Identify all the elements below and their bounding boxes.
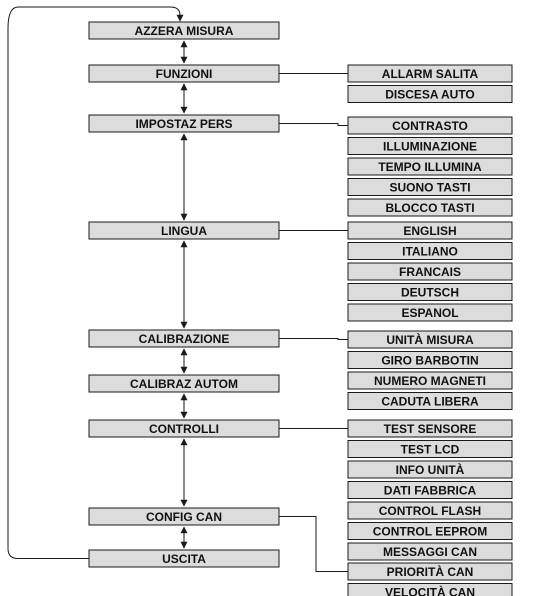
- submenu-item-velocita-can-label: VELOCITÀ CAN: [385, 585, 475, 596]
- menu-item-uscita: [89, 550, 279, 567]
- menu-item-funzioni-label: FUNZIONI: [155, 67, 213, 81]
- submenu-item-contrasto-label: CONTRASTO: [392, 119, 468, 133]
- submenu-item-english-label: ENGLISH: [403, 224, 457, 238]
- submenu-item-dati-fabbrica: [348, 482, 512, 499]
- submenu-item-info-unita: [348, 461, 512, 478]
- menu-item-controlli-label: CONTROLLI: [149, 422, 219, 436]
- menu-item-impostaz-pers-label: IMPOSTAZ PERS: [135, 117, 233, 131]
- menu-item-uscita-label: USCITA: [162, 552, 206, 566]
- submenu-item-unita-misura: [348, 331, 512, 348]
- menu-item-azzera-misura-label: AZZERA MISURA: [134, 24, 234, 38]
- submenu-item-test-sensore: [348, 420, 512, 437]
- submenu-item-italiano-label: ITALIANO: [402, 244, 458, 259]
- submenu-item-discesa-auto: [348, 86, 512, 103]
- menu-item-azzera-misura: [89, 22, 279, 39]
- submenu-item-unita-misura-label: UNITÀ MISURA: [386, 333, 474, 347]
- menu-item-impostaz-pers: [89, 115, 279, 132]
- submenu-item-priorita-can-label: PRIORITÀ CAN: [386, 565, 474, 579]
- submenu-item-deutsch-label: DEUTSCH: [400, 285, 460, 300]
- connector-config-can: [279, 517, 348, 572]
- submenu-item-giro-barbotin: [348, 352, 512, 369]
- submenu-item-francais-label: FRANCAIS: [399, 265, 461, 279]
- submenu-item-control-flash-label: CONTROL FLASH: [378, 504, 482, 518]
- menu-item-calibrazione-label: CALIBRAZIONE: [138, 332, 230, 346]
- submenu-item-english: [348, 222, 512, 239]
- submenu-item-suono-tasti-label: SUONO TASTI: [389, 180, 471, 195]
- submenu-item-messaggi-can-label: MESSAGGI CAN: [382, 545, 478, 559]
- submenu-item-info-unita-label: INFO UNITÀ: [395, 463, 465, 477]
- submenu-item-test-lcd: [348, 441, 512, 458]
- submenu-item-francais: [348, 263, 512, 280]
- submenu-item-numero-magneti: [348, 372, 512, 389]
- loop-back-line: [8, 7, 180, 559]
- menu-item-config-can: [89, 508, 279, 525]
- submenu-item-test-sensore-label: TEST SENSORE: [383, 422, 477, 436]
- submenu-item-suono-tasti: [348, 179, 512, 196]
- submenu-item-illuminazione-label: ILLUMINAZIONE: [383, 139, 477, 154]
- menu-item-lingua: [89, 222, 279, 239]
- submenu-item-espanol-label: ESPANOL: [401, 306, 459, 320]
- menu-item-calibraz-autom-label: CALIBRAZ AUTOM: [130, 377, 238, 391]
- submenu-item-test-lcd-label: TEST LCD: [400, 442, 460, 457]
- submenu-item-control-flash: [348, 502, 512, 519]
- submenu-item-tempo-illumina-label: TEMPO ILLUMINA: [378, 160, 482, 174]
- connector-calibrazione: [279, 339, 348, 340]
- submenu-item-blocco-tasti: [348, 199, 512, 216]
- submenu-item-deutsch: [348, 284, 512, 301]
- submenu-item-discesa-auto-label: DISCESA AUTO: [385, 87, 475, 102]
- submenu-item-priorita-can: [348, 563, 512, 580]
- menu-item-calibrazione: [89, 330, 279, 347]
- submenu-item-control-eeprom-label: CONTROL EEPROM: [372, 524, 488, 539]
- submenu-item-italiano: [348, 243, 512, 260]
- menu-item-funzioni: [89, 65, 279, 82]
- menu-item-lingua-label: LINGUA: [161, 224, 207, 238]
- submenu-item-numero-magneti-label: NUMERO MAGNETI: [374, 374, 486, 388]
- submenu-item-messaggi-can: [348, 543, 512, 560]
- menu-item-config-can-label: CONFIG CAN: [146, 510, 222, 524]
- submenu-item-dati-fabbrica-label: DATI FABBRICA: [383, 483, 477, 498]
- submenu-item-illuminazione: [348, 138, 512, 155]
- submenu-item-caduta-libera-label: CADUTA LIBERA: [381, 394, 479, 409]
- menu-item-controlli: [89, 420, 279, 437]
- submenu-item-espanol: [348, 304, 512, 321]
- submenu-item-allarm-salita: [348, 65, 512, 82]
- connector-impostaz-pers: [279, 124, 348, 126]
- submenu-item-giro-barbotin-label: GIRO BARBOTIN: [381, 353, 479, 368]
- submenu-item-tempo-illumina: [348, 158, 512, 175]
- submenu-item-velocita-can: [348, 584, 512, 596]
- menu-item-calibraz-autom: [89, 375, 279, 392]
- submenu-item-caduta-libera: [348, 393, 512, 410]
- submenu-item-blocco-tasti-label: BLOCCO TASTI: [385, 201, 475, 215]
- submenu-item-allarm-salita-label: ALLARM SALITA: [381, 67, 479, 81]
- submenu-item-contrasto: [348, 117, 512, 134]
- submenu-item-control-eeprom: [348, 523, 512, 540]
